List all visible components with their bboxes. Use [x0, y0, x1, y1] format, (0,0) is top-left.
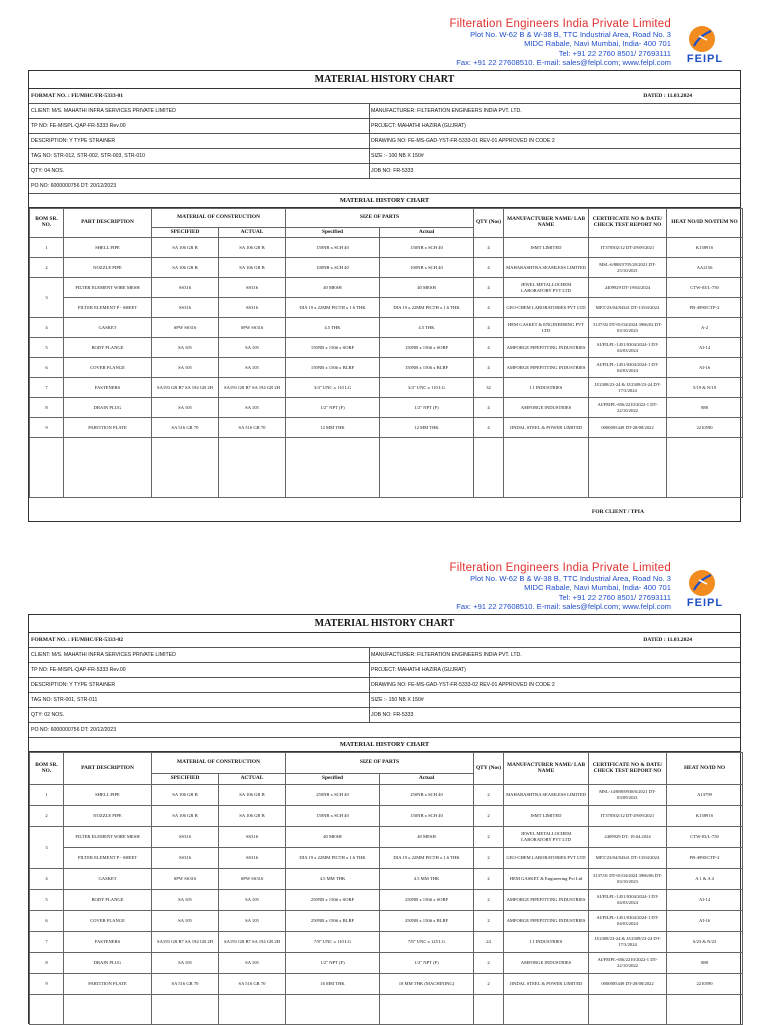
header-size-specified: Specified [286, 774, 380, 785]
size-actual-cell: 250NB x 150# x BLRF [380, 911, 474, 932]
bom-sr-cell: 9 [30, 418, 64, 438]
size-actual-cell: 1/2" NPT (F) [380, 953, 474, 974]
heat-no-cell: A 1 & A 4 [667, 869, 743, 890]
bom-sr-cell: 8 [30, 398, 64, 418]
moc-actual-cell: SS316 [219, 827, 286, 848]
bom-sr-cell: 3 [30, 278, 64, 318]
moc-actual-cell: SS316 [219, 848, 286, 869]
moc-specified-cell: SA 105 [152, 398, 219, 418]
part-description-cell: FASTENERS [64, 378, 152, 398]
part-description-cell: PARTITION PLATE [64, 418, 152, 438]
part-description-cell: FASTENERS [64, 932, 152, 953]
part-description-cell: PARTITION PLATE [64, 974, 152, 995]
bom-sr-cell: 3 [30, 827, 64, 869]
certificate-cell: AI/FEIPL-656/2210/2022-1 DT-22/10/2022 [589, 953, 667, 974]
tp-number: TP NO: FE-MISPL-QAP-FR-5333 Rev.00 [31, 123, 126, 129]
part-description-cell: BODY FLANGE [64, 890, 152, 911]
table-row [30, 827, 743, 848]
bom-sr-cell: 1 [30, 785, 64, 806]
qty-cell: 4 [474, 258, 504, 278]
manufacturer-cell: HEM GASKET & ENGINEERING PVT LTD [504, 318, 589, 338]
heat-no-cell: CTW-03/L-750 [667, 278, 743, 298]
manufacturer-cell: AMFORGE INDUSTRIES [504, 398, 589, 418]
certificate-cell: 0000005449 DT-28/08/2022 [589, 418, 667, 438]
manufacturer-cell: J J INDUSTRIES [504, 378, 589, 398]
header-manufacturer: MANUFACTURER NAME/ LAB NAME [504, 209, 589, 238]
part-description-cell: DRAIN PLUG [64, 398, 152, 418]
heat-no-cell: K15891S [667, 238, 743, 258]
description: DESCRIPTION: Y TYPE STRAINER [31, 138, 116, 144]
header-size-specified: Specified [286, 228, 380, 238]
qty-cell: 4 [474, 238, 504, 258]
table-row [30, 932, 743, 953]
qty-cell: 32 [474, 378, 504, 398]
header-heat-no: HEAT NO/ID NO [667, 753, 743, 785]
moc-specified-cell: SA 105 [152, 911, 219, 932]
size-specified-cell: 4.5 THK [286, 318, 380, 338]
moc-specified-cell: SA 105 [152, 358, 219, 378]
manufacturer-cell: HEM GASKET & Engineering Pvt Ltd [504, 869, 589, 890]
certificate-cell: IT370502/12 DT-29/09/2021 [589, 238, 667, 258]
moc-actual-cell: SA 106 GR B [219, 785, 286, 806]
size-actual-cell: 7/8" UNC x 125 LG [380, 932, 474, 953]
header-certificate: CERTIFICATE NO & DATE/ CHECK TEST REPORT NO [589, 753, 667, 785]
manufacturer-cell: JEWEL METALLOCHEM LABORATORY PVT LTD [504, 827, 589, 848]
manufacturer-cell: JINDAL STEEL & POWER LIMITED [504, 974, 589, 995]
header-part-description: PART DESCRIPTION [64, 209, 152, 238]
heat-no-cell: AI-16 [667, 358, 743, 378]
qty-cell: 2 [474, 890, 504, 911]
moc-specified-cell: SA193 GR B7 SA 194 GR 2H [152, 378, 219, 398]
format-number: FORMAT NO. : FE/MHC/FR-5333-02 [31, 637, 124, 643]
table-row [30, 974, 743, 995]
manufacturer-cell: GEO-CHEM LABORATORIES PVT LTD [504, 848, 589, 869]
qty-cell: 4 [474, 278, 504, 298]
qty-cell: 4 [474, 318, 504, 338]
po-number: PO NO: 6000000756 DT: 20/12/2023 [31, 183, 117, 189]
header-moc: MATERIAL OF CONSTRUCTION [152, 209, 286, 228]
heat-no-cell: AI-14 [667, 338, 743, 358]
heat-no-cell: 2210590 [667, 418, 743, 438]
qty-cell: 4 [474, 418, 504, 438]
job-number: JOB NO: FR-5333 [371, 168, 414, 174]
size-specified-cell: 100NB x SCH 40 [286, 258, 380, 278]
letterhead [28, 18, 741, 70]
table-row [30, 318, 743, 338]
table-row [30, 848, 743, 869]
dated: DATED : 11.03.2024 [643, 93, 692, 99]
material-history-sheet-2 [28, 562, 741, 1024]
size-specified-cell: 4.5 MM THK [286, 869, 380, 890]
chart-frame [28, 614, 741, 1024]
material-history-sheet-1 [28, 18, 741, 522]
moc-specified-cell: SS316 [152, 848, 219, 869]
bom-sr-cell: 5 [30, 890, 64, 911]
manufacturer-cell: AMFORGE PIPEFITTING INDUSTRIES [504, 890, 589, 911]
part-description-cell: SHELL PIPE [64, 238, 152, 258]
header-moc-specified: SPECIFIED [152, 774, 219, 785]
sub-title: MATERIAL HISTORY CHART [29, 738, 740, 752]
logo-text: FEIPL [686, 53, 724, 65]
moc-specified-cell: SS316 [152, 298, 219, 318]
table-row [30, 238, 743, 258]
manufacturer-cell: AMFORGE PIPEFITTING INDUSTRIES [504, 338, 589, 358]
moc-actual-cell: SA 516 GR 70 [219, 418, 286, 438]
moc-actual-cell: SPW SS316 [219, 318, 286, 338]
size-actual-cell: DIA 19 x 22MM PICTH x 1.6 THK [380, 298, 474, 318]
moc-actual-cell: SA 106 GR B [219, 806, 286, 827]
size-actual-cell: 150NB x 150# x SORF [380, 338, 474, 358]
heat-no-cell: S/23 & N/23 [667, 932, 743, 953]
moc-actual-cell: SS316 [219, 298, 286, 318]
manufacturer: MANUFACTURER: FILTERATION ENGINEERS INDIA PVT. LTD. [371, 652, 522, 658]
heat-no-cell: AI-16 [667, 911, 743, 932]
client: CLIENT: M/S. MAHATHI INFRA SERVICES PRIVATE LIMITED [31, 652, 176, 658]
table-row [30, 358, 743, 378]
client: CLIENT: M/S. MAHATHI INFRA SERVICES PRIVATE LIMITED [31, 108, 176, 114]
part-description-cell: FILTER ELEMENT P - SHEET [64, 848, 152, 869]
address-line-1: Plot No. W-62 B & W-38 B, TTC Industrial Area, Road No. 3 [470, 574, 671, 583]
header-manufacturer: MANUFACTURER NAME/ LAB NAME [504, 753, 589, 785]
moc-actual-cell: SA 105 [219, 338, 286, 358]
header-size-actual: Actual [380, 774, 474, 785]
part-description-cell: NOZZLE PIPE [64, 806, 152, 827]
part-description-cell: COVER FLANGE [64, 911, 152, 932]
table-row [30, 869, 743, 890]
bom-sr-cell: 4 [30, 869, 64, 890]
moc-actual-cell: SA 516 GR 70 [219, 974, 286, 995]
dated: DATED : 11.03.2024 [643, 637, 692, 643]
moc-actual-cell: SA 105 [219, 358, 286, 378]
chart-title: MATERIAL HISTORY CHART [29, 71, 740, 89]
manufacturer: MANUFACTURER: FILTERATION ENGINEERS INDIA PVT. LTD. [371, 108, 522, 114]
table-row [30, 278, 743, 298]
feipl-logo-icon [689, 570, 715, 596]
manufacturer-cell: ISMT LIMITED [504, 806, 589, 827]
header-qty: QTY (Nos) [474, 753, 504, 785]
qty-cell: 4 [474, 398, 504, 418]
company-name: Filteration Engineers India Private Limited [449, 18, 671, 30]
moc-specified-cell: SPW SS316 [152, 318, 219, 338]
address-line-2: MIDC Rabale, Navi Mumbai, India- 400 701 [524, 583, 671, 593]
po-number: PO NO: 6000000756 DT: 20/12/2023 [31, 727, 117, 733]
address-line-2: MIDC Rabale, Navi Mumbai, India- 400 701 [524, 39, 671, 49]
part-description-cell: GASKET [64, 869, 152, 890]
qty-cell: 2 [474, 869, 504, 890]
tag-number: TAG NO: STR-012, STR-002, STR-003, STR-010 [31, 153, 146, 159]
manufacturer-cell: MAHARASHTRA SEAMLESS LIMITED [504, 785, 589, 806]
certificate-cell: AI/FILPL-1451/0304/2024-1 DT-04/03/2024 [589, 338, 667, 358]
size-actual-cell: 100NB x SCH 40 [380, 258, 474, 278]
qty-cell: 4 [474, 358, 504, 378]
certificate-cell: JJ/2308/23-24 & JJ/2309/23-24 DT-17/3/2024 [589, 932, 667, 953]
size-specified-cell: 150NB x SCH 40 [286, 806, 380, 827]
size-specified-cell: 250NB x SCH 40 [286, 785, 380, 806]
table-row [30, 378, 743, 398]
header-bom-sr: BOM SR. NO. [30, 753, 64, 785]
heat-no-cell: FB-4990/CTP-2 [667, 848, 743, 869]
company-name: Filteration Engineers India Private Limited [449, 562, 671, 574]
manufacturer-cell: GEO-CHEM LABORATORIES PVT LTD [504, 298, 589, 318]
moc-actual-cell: SA 105 [219, 890, 286, 911]
manufacturer-cell: AMFORGE PIPEFITTING INDUSTRIES [504, 358, 589, 378]
size-actual-cell: 150NB x SCH 40 [380, 806, 474, 827]
size-specified-cell: 40 MESH [286, 827, 380, 848]
heat-no-cell: A13799 [667, 785, 743, 806]
part-description-cell: DRAIN PLUG [64, 953, 152, 974]
qty-cell: 2 [474, 953, 504, 974]
moc-specified-cell: SA 106 GR B [152, 785, 219, 806]
header-size: SIZE OF PARTS [286, 753, 474, 774]
heat-no-cell: 5/19 & N/19 [667, 378, 743, 398]
moc-actual-cell: SA193 GR B7 SA 194 GR 2H [219, 932, 286, 953]
header-qty: QTY (Nos) [474, 209, 504, 238]
footer-client-tpia: FOR CLIENT / TPIA [591, 509, 644, 515]
sub-title: MATERIAL HISTORY CHART [29, 194, 740, 208]
manufacturer-cell: AMFORGE PIPEFITTING INDUSTRIES [504, 911, 589, 932]
part-description-cell: NOZZLE PIPE [64, 258, 152, 278]
quantity: QTY: 04 NOS. [31, 168, 65, 174]
size-actual-cell: 4.5 THK [380, 318, 474, 338]
header-certificate: CERTIFICATE NO & DATE/ CHECK TEST REPORT NO [589, 209, 667, 238]
table-row [30, 398, 743, 418]
bom-sr-cell: 7 [30, 932, 64, 953]
manufacturer-cell: AMFORGE INDUSTRIES [504, 953, 589, 974]
table-row [30, 338, 743, 358]
moc-specified-cell: SA 516 GR 70 [152, 418, 219, 438]
size-specified-cell: 150NB x 150# x SORF [286, 338, 380, 358]
moc-actual-cell: SPW SS316 [219, 869, 286, 890]
moc-specified-cell: SA 105 [152, 338, 219, 358]
size-specified-cell: DIA 19 x 22MM PICTH x 1.6 THK [286, 848, 380, 869]
material-table [29, 208, 743, 498]
project: PROJECT: MAHATHI HAZIRA (GUJRAT) [371, 123, 466, 129]
size-specified-cell: 40 MESH [286, 278, 380, 298]
bom-sr-cell: 5 [30, 338, 64, 358]
manufacturer-cell: J J INDUSTRIES [504, 932, 589, 953]
qty-cell: 2 [474, 785, 504, 806]
job-number: JOB NO: FR-5333 [371, 712, 414, 718]
size-actual-cell: 12 MM THK [380, 418, 474, 438]
moc-specified-cell: SS316 [152, 827, 219, 848]
project: PROJECT: MAHATHI HAZIRA (GUJRAT) [371, 667, 466, 673]
size-actual-cell: 250NB x SCH 40 [380, 785, 474, 806]
certificate-cell: AI/FILPL-1451/0304/2024-1 DT-04/03/2024 [589, 911, 667, 932]
part-description-cell: FILTER ELEMENT P - SHEET [64, 298, 152, 318]
moc-actual-cell: SA 106 GR B [219, 258, 286, 278]
bom-sr-cell: 6 [30, 911, 64, 932]
qty-cell: 2 [474, 974, 504, 995]
size-specified-cell: 1/2" NPT (F) [286, 953, 380, 974]
certificate-cell: MSL-6/888/5705/20/2021 DT-25/10/2021 [589, 258, 667, 278]
drawing-number: DRAWING NO: FE-MS-GAD-YST-FR-5333-02 REV-01 APPROVED IN CODE 2 [371, 682, 555, 688]
table-row [30, 953, 743, 974]
size-specified-cell: 250NB x 150# x SORF [286, 890, 380, 911]
table-row [30, 418, 743, 438]
letterhead [28, 562, 741, 614]
certificate-cell: MET/23/04/84341 DT-13/04/2024 [589, 298, 667, 318]
quantity: QTY: 02 NOS. [31, 712, 65, 718]
size-specified-cell: 12 MM THK [286, 418, 380, 438]
moc-actual-cell: SS316 [219, 278, 286, 298]
qty-cell: 2 [474, 827, 504, 848]
header-size-actual: Actual [380, 228, 474, 238]
size: SIZE :- 150 NB X 150# [371, 697, 424, 703]
table-row [30, 298, 743, 318]
size: SIZE :- 100 NB X 150# [371, 153, 424, 159]
feipl-logo [677, 570, 733, 612]
certificate-cell: AI/FEIPL-656/2210/2022-1 DT-22/10/2022 [589, 398, 667, 418]
certificate-cell: IT370502/12 DT-29/09/2021 [589, 806, 667, 827]
size-actual-cell: DIA 19 x 22MM PICTH x 1.6 THK [380, 848, 474, 869]
part-description-cell: SHELL PIPE [64, 785, 152, 806]
moc-actual-cell: SA 105 [219, 398, 286, 418]
feipl-logo-icon [689, 26, 715, 52]
fax-email: Fax: +91 22 27608510. E-mail: sales@felpl.com; www.felpl.com [456, 58, 671, 68]
header-heat-no: HEAT NO/ID NO/ITEM NO [667, 209, 743, 238]
heat-no-cell: 888 [667, 398, 743, 418]
size-specified-cell: 150NB x SCH 40 [286, 238, 380, 258]
moc-specified-cell: SS316 [152, 278, 219, 298]
size-specified-cell: 7/8" UNC x 110 LG [286, 932, 380, 953]
drawing-number: DRAWING NO: FE-MS-GAD-YST-FR-5333-01 REV-01 APPROVED IN CODE 2 [371, 138, 555, 144]
header-size: SIZE OF PARTS [286, 209, 474, 228]
heat-no-cell: CTW-03/L-750 [667, 827, 743, 848]
part-description-cell: FILTER ELEMENT WIRE MESH [64, 278, 152, 298]
part-description-cell: GASKET [64, 318, 152, 338]
moc-specified-cell: SA 106 GR B [152, 258, 219, 278]
bom-sr-cell: 7 [30, 378, 64, 398]
heat-no-cell: A-2 [667, 318, 743, 338]
header-bom-sr: BOM SR. NO. [30, 209, 64, 238]
bom-sr-cell: 2 [30, 806, 64, 827]
qty-cell: 4 [474, 338, 504, 358]
size-actual-cell: 40 MESH [380, 278, 474, 298]
heat-no-cell: FB-4990/CTP-2 [667, 298, 743, 318]
certificate-cell: AI/FILPL-1451/0304/2024-1 DT-04/03/2024 [589, 358, 667, 378]
certificate-cell: AI/FILPL-1451/0304/2024-1 DT-04/03/2024 [589, 890, 667, 911]
size-specified-cell: 250NB x 150# x BLRF [286, 911, 380, 932]
table-row [30, 890, 743, 911]
bom-sr-cell: 6 [30, 358, 64, 378]
header-moc-actual: ACTUAL [219, 774, 286, 785]
telephone: Tel: +91 22 2760 8501/ 27693111 [558, 48, 671, 58]
qty-cell: 24 [474, 932, 504, 953]
part-description-cell: BODY FLANGE [64, 338, 152, 358]
manufacturer-cell: MAHARASHTRA SEAMLESS LIMITED [504, 258, 589, 278]
heat-no-cell: 2210590 [667, 974, 743, 995]
manufacturer-cell: ISMT LIMITED [504, 238, 589, 258]
size-actual-cell: 4.5 MM THK [380, 869, 474, 890]
bom-sr-cell: 4 [30, 318, 64, 338]
certificate-cell: MSL-14/888/0938/6/2021 DT-03/09/2021 [589, 785, 667, 806]
moc-specified-cell: SA 105 [152, 890, 219, 911]
fax-email: Fax: +91 22 27608510. E-mail: sales@felpl.com; www.felpl.com [456, 602, 671, 612]
chart-frame [28, 70, 741, 522]
tp-number: TP NO: FE-MISPL-QAP-FR-5333 Rev.00 [31, 667, 126, 673]
certificate-cell: 0000005449 DT-28/08/2022 [589, 974, 667, 995]
table-row [30, 258, 743, 278]
size-actual-cell: 18 MM THK (MACHINING) [380, 974, 474, 995]
telephone: Tel: +91 22 2760 8501/ 27693111 [558, 592, 671, 602]
heat-no-cell: 888 [667, 953, 743, 974]
size-actual-cell: 3/4" UNC x 110 LG [380, 378, 474, 398]
material-table [29, 752, 743, 1025]
size-actual-cell: 250NB x 150# x SORF [380, 890, 474, 911]
moc-specified-cell: SA 106 GR B [152, 238, 219, 258]
moc-specified-cell: SA 516 GR 70 [152, 974, 219, 995]
manufacturer-cell: JINDAL STEEL & POWER LIMITED [504, 418, 589, 438]
moc-actual-cell: SA193 GR B7 SA 194 GR 2H [219, 378, 286, 398]
part-description-cell: FILTER ELEMENT WIRE MESH [64, 827, 152, 848]
qty-cell: 2 [474, 911, 504, 932]
tag-number: TAG NO: STR-001, STR-011 [31, 697, 98, 703]
qty-cell: 2 [474, 806, 504, 827]
table-row [30, 806, 743, 827]
certificate-cell: JJ/2308/23-24 & JJ/2309/23-24 DT-17/3/2024 [589, 378, 667, 398]
description: DESCRIPTION: Y TYPE STRAINER [31, 682, 116, 688]
bom-sr-cell: 2 [30, 258, 64, 278]
size-actual-cell: 40 MESH [380, 827, 474, 848]
qty-cell: 4 [474, 298, 504, 318]
size-specified-cell: 3/4" UNC x 110 LG [286, 378, 380, 398]
certificate-cell: 2409929 DT-19/04/2024 [589, 278, 667, 298]
size-actual-cell: 150NB x 150# x BLRF [380, 358, 474, 378]
table-row [30, 911, 743, 932]
part-description-cell: COVER FLANGE [64, 358, 152, 378]
address-line-1: Plot No. W-62 B & W-38 B, TTC Industrial Area, Road No. 3 [470, 30, 671, 39]
size-actual-cell: 1/2" NPT (F) [380, 398, 474, 418]
size-specified-cell: DIA 19 x 22MM PICTH x 1.6 THK [286, 298, 380, 318]
moc-specified-cell: SPW SS316 [152, 869, 219, 890]
size-specified-cell: 150NB x 150# x BLRF [286, 358, 380, 378]
feipl-logo [677, 26, 733, 68]
manufacturer-cell: JEWEL METALLOCHEM LABORATORY PVT LTD [504, 278, 589, 298]
certificate-cell: 2409929 DT: 19.04.2024 [589, 827, 667, 848]
size-specified-cell: 16 MM THK [286, 974, 380, 995]
qty-cell: 2 [474, 848, 504, 869]
header-part-description: PART DESCRIPTION [64, 753, 152, 785]
chart-title: MATERIAL HISTORY CHART [29, 615, 740, 633]
heat-no-cell: AI-14 [667, 890, 743, 911]
bom-sr-cell: 9 [30, 974, 64, 995]
moc-actual-cell: SA 105 [219, 911, 286, 932]
size-actual-cell: 150NB x SCH 40 [380, 238, 474, 258]
moc-specified-cell: SA 105 [152, 953, 219, 974]
bom-sr-cell: 1 [30, 238, 64, 258]
header-moc-specified: SPECIFIED [152, 228, 219, 238]
moc-specified-cell: SA193 GR B7 SA 194 GR 2H [152, 932, 219, 953]
moc-specified-cell: SA 106 GR B [152, 806, 219, 827]
logo-text: FEIPL [686, 597, 724, 609]
heat-no-cell: AA2156 [667, 258, 743, 278]
moc-actual-cell: SA 106 GR B [219, 238, 286, 258]
header-moc-actual: ACTUAL [219, 228, 286, 238]
header-moc: MATERIAL OF CONSTRUCTION [152, 753, 286, 774]
size-specified-cell: 1/2" NPT (F) [286, 398, 380, 418]
certificate-cell: 3137/02 DT-01/04/2024 3966/02 DT-03/10/2023 [589, 318, 667, 338]
table-row [30, 785, 743, 806]
moc-actual-cell: SA 105 [219, 953, 286, 974]
format-number: FORMAT NO. : FE/MHC/FR-5333-01 [31, 93, 124, 99]
certificate-cell: MET/23/04/84341 DT-13/04/2024 [589, 848, 667, 869]
certificate-cell: 3137/01 DT-01/04/2024 3966/06 DT-03/10/2023 [589, 869, 667, 890]
bom-sr-cell: 8 [30, 953, 64, 974]
heat-no-cell: K15891S [667, 806, 743, 827]
